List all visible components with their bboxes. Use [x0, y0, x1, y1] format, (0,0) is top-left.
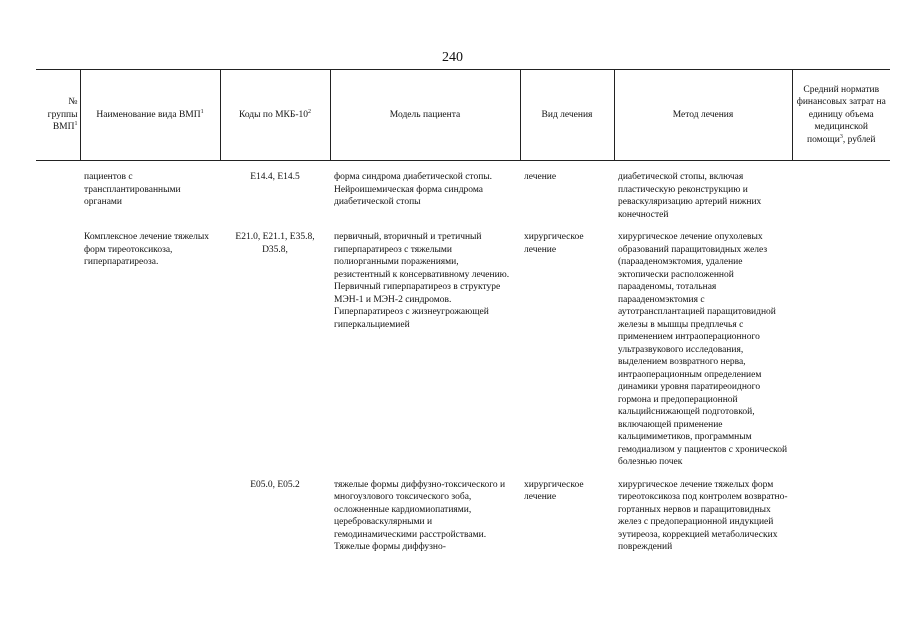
cell-cost [792, 231, 890, 469]
cell-group [36, 231, 80, 469]
cell-treatment-kind: хирургическое лечение [524, 479, 584, 502]
cell-vmp-name [80, 479, 220, 554]
cell-vmp-name: Комплексное лечение тяжелых форм тиреотоксикоза, гиперпаратиреоза. [84, 232, 210, 267]
cell-treatment-kind: лечение [524, 172, 557, 182]
cell-treatment-method: диабетической стопы, включая пластическую реконструкцию и реваскуляризацию артерий нижних конечностей [618, 172, 762, 220]
cell-icd-codes: E14.4, E14.5 [250, 172, 300, 182]
cell-vmp-name: пациентов с трансплантированными органами [84, 172, 181, 207]
cell-cost [792, 171, 890, 221]
cell-patient-model: тяжелые формы диффузно-токсического и многоузлового токсического зоба, осложненные кардиомиопатиями, цереброваскулярными и гемодинамическими расстройствами. Тяжелые формы диффузно- [334, 479, 506, 552]
cell-patient-model: форма синдрома диабетической стопы. Нейроишемическая форма синдрома диабетической стопы [334, 172, 493, 207]
cell-group [36, 479, 80, 554]
header-treatment-kind: Вид лечения [520, 70, 614, 161]
header-group-number: № группы ВМП$^1$ [36, 70, 80, 161]
header-vmp-name: Наименование вида ВМП$^1$ [80, 70, 220, 161]
table-row [36, 479, 890, 554]
cell-icd-codes: E21.0, E21.1, E35.8, D35.8, [235, 232, 315, 255]
cell-treatment-method: хирургическое лечение опухолевых образований паращитовидных желез (парааденомэктомия, удаление эктопически расположенной парааденомы, тотальная парааденомэктомия с аутотрансплантацией паращитовидной железы в мышцы предплечья с применением интраоперационного ультразвукового исследования, выделением возвратного нерва, интраоперационным определением динамики уровня паратиреоидного гормона и предоперационной кальцийснижающей подготовкой, включающей применение кальцимиметиков, программным гемодиализом у пациентов с хронической болезнью почек [618, 232, 788, 467]
header-average-cost: Средний норматив финансовых затрат на единицу объема медицинской помощи$^3$, рублей [792, 70, 890, 161]
cell-patient-model: первичный, вторичный и третичный гиперпаратиреоз с тяжелыми полиорганными поражениями, резистентный к консервативному лечению. Первичный гиперпаратиреоз в структуре МЭН-1 и МЭН-2 синдромов. Гиперпаратиреоз с жизнеугрожающей гиперкальциемией [334, 232, 510, 330]
table-row [36, 171, 890, 221]
header-treatment-method: Метод лечения [614, 70, 792, 161]
cell-treatment-kind: хирургическое лечение [524, 232, 584, 255]
page-number: 240 [442, 50, 463, 65]
header-patient-model: Модель пациента [330, 70, 520, 161]
header-icd-codes: Коды по МКБ-$10^2$ [220, 70, 330, 161]
cell-group [36, 171, 80, 221]
table-header-row [36, 70, 890, 161]
cell-icd-codes: E05.0, E05.2 [250, 479, 300, 490]
table-row [36, 231, 890, 469]
cell-cost [792, 479, 890, 554]
cell-treatment-method: хирургическое лечение тяжелых форм тиреотоксикоза под контролем возвратно-гортанных нервов и паращитовидных желез с предоперационной индукцией эутиреоза, коррекцией метаболических повреждений [618, 479, 788, 552]
vmp-table [36, 69, 890, 554]
